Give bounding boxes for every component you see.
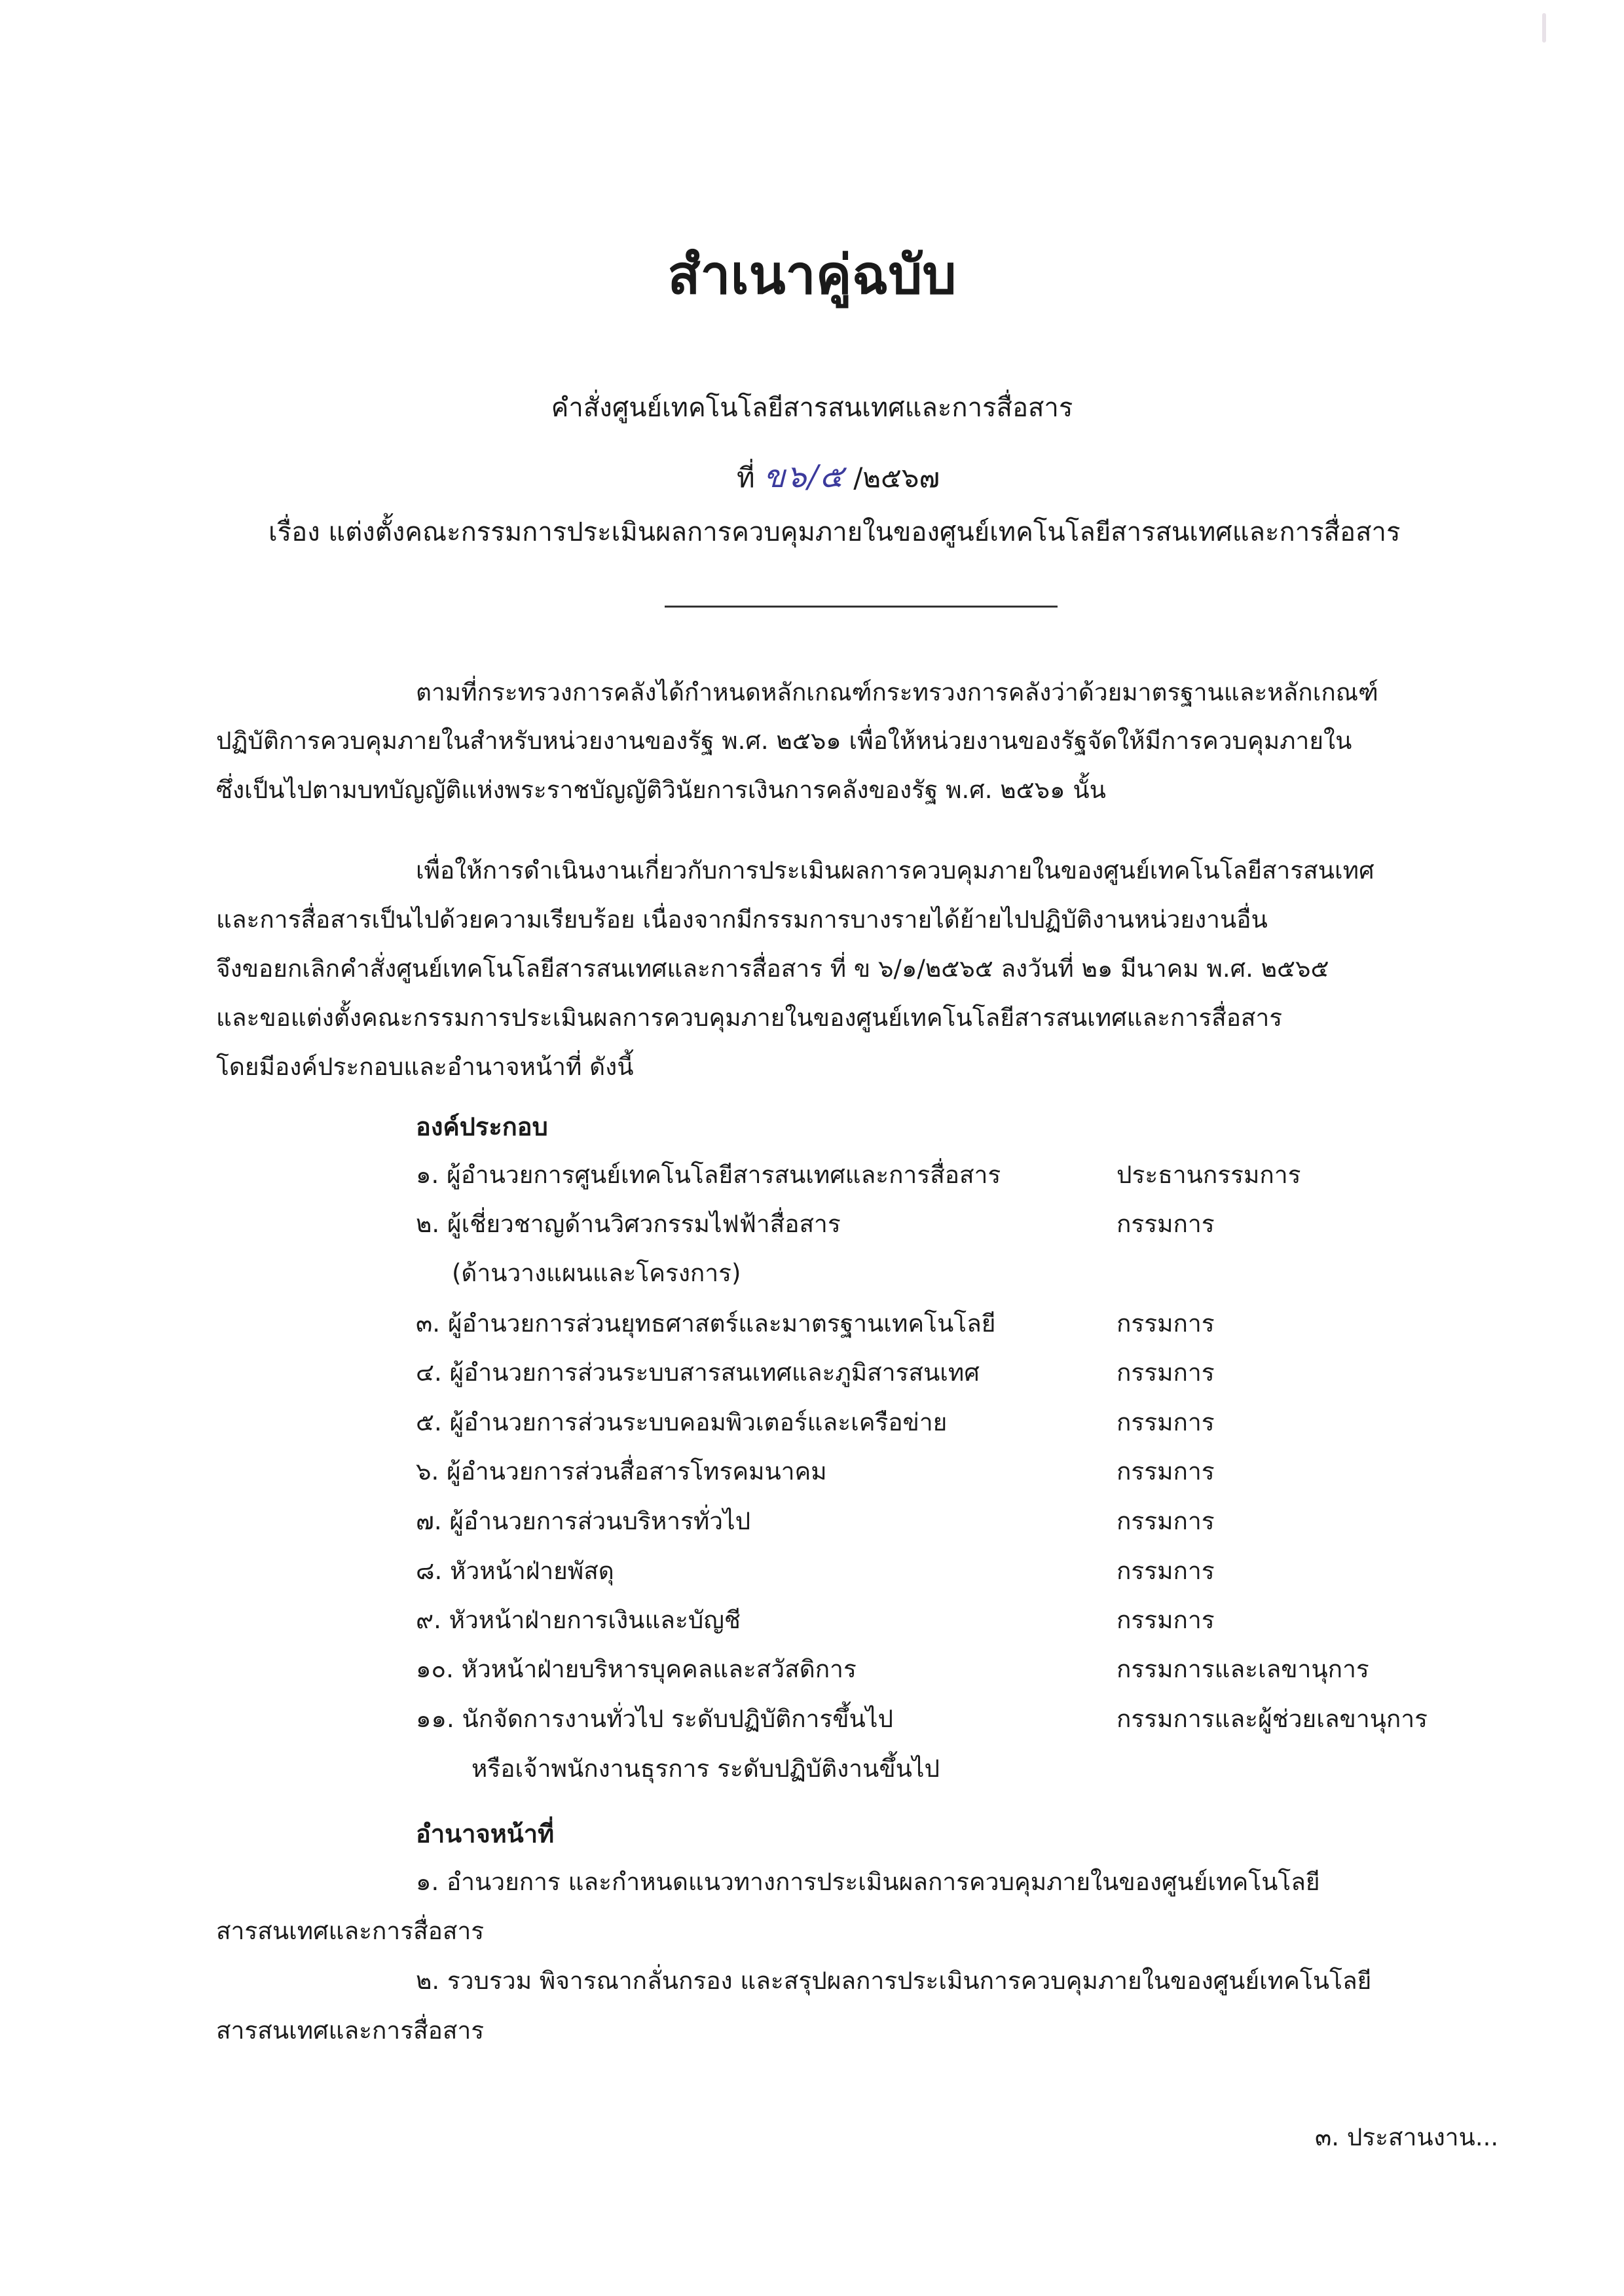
- order-number-year: /๒๕๖๗: [853, 462, 940, 494]
- composition-item-7: ๗. ผู้อำนวยการส่วนบริหารทั่วไป: [416, 1507, 751, 1535]
- paragraph-2-line-2: และการสื่อสารเป็นไปด้วยความเรียบร้อย เนื่องจากมีกรรมการบางรายได้ย้ายไปปฏิบัติงานหน่วยงานอื่น: [216, 905, 1268, 934]
- composition-item-10: ๑๐. หัวหน้าฝ่ายบริหารบุคคลและสวัสดิการ: [416, 1655, 857, 1683]
- paragraph-1-line-3: ซึ่งเป็นไปตามบทบัญญัติแห่งพระราชบัญญัติวินัยการเงินการคลังของรัฐ พ.ศ. ๒๕๖๑ นั้น: [216, 776, 1106, 804]
- composition-item-11-cont: หรือเจ้าพนักงานธุรการ ระดับปฏิบัติงานขึ้นไป: [471, 1755, 940, 1783]
- scan-mark: [1542, 13, 1546, 43]
- composition-item-6: ๖. ผู้อำนวยการส่วนสื่อสารโทรคมนาคม: [416, 1457, 827, 1485]
- page-continuation: ๓. ประสานงาน...: [1315, 2123, 1499, 2151]
- paragraph-1-line-1: ตามที่กระทรวงการคลังได้กำหนดหลักเกณฑ์กระทรวงการคลังว่าด้วยมาตรฐานและหลักเกณฑ์: [416, 678, 1378, 706]
- composition-role-10: กรรมการและเลขานุการ: [1116, 1655, 1369, 1683]
- order-number: [737, 452, 940, 501]
- composition-role-11: กรรมการและผู้ช่วยเลขานุการ: [1116, 1705, 1428, 1733]
- composition-role-4: กรรมการ: [1116, 1358, 1215, 1387]
- composition-role-7: กรรมการ: [1116, 1507, 1215, 1535]
- order-number-prefix: ที่: [737, 462, 755, 494]
- composition-heading: องค์ประกอบ: [416, 1112, 548, 1141]
- paragraph-2-line-5: โดยมีองค์ประกอบและอำนาจหน้าที่ ดังนี้: [216, 1053, 634, 1081]
- paragraph-2-line-3: จึงขอยกเลิกคำสั่งศูนย์เทคโนโลยีสารสนเทศและการสื่อสาร ที่ ข ๖/๑/๒๕๖๕ ลงวันที่ ๒๑ มีนาคม พ.ศ. ๒๕๖๕: [216, 955, 1329, 983]
- composition-item-11: ๑๑. นักจัดการงานทั่วไป ระดับปฏิบัติการขึ้นไป: [416, 1705, 893, 1733]
- title-divider: [665, 606, 1058, 608]
- paragraph-2-line-1: เพื่อให้การดำเนินงานเกี่ยวกับการประเมินผลการควบคุมภายในของศูนย์เทคโนโลยีสารสนเทศ: [416, 856, 1375, 884]
- paragraph-1-line-2: ปฏิบัติการควบคุมภายในสำหรับหน่วยงานของรัฐ พ.ศ. ๒๕๖๑ เพื่อให้หน่วยงานของรัฐจัดให้มีการควบคุมภายใน: [216, 727, 1352, 755]
- composition-role-1: ประธานกรรมการ: [1116, 1161, 1301, 1189]
- composition-item-2-cont: (ด้านวางแผนและโครงการ): [452, 1259, 741, 1287]
- document-title: สำเนาคู่ฉบับ: [667, 244, 957, 306]
- composition-role-9: กรรมการ: [1116, 1606, 1215, 1634]
- composition-item-1: ๑. ผู้อำนวยการศูนย์เทคโนโลยีสารสนเทศและการสื่อสาร: [416, 1161, 1001, 1189]
- paragraph-2-line-4: และขอแต่งตั้งคณะกรรมการประเมินผลการควบคุมภายในของศูนย์เทคโนโลยีสารสนเทศและการสื่อสาร: [216, 1004, 1283, 1032]
- order-number-handwritten: ข๖/๕: [764, 458, 845, 495]
- duties-heading: อำนาจหน้าที่: [416, 1819, 555, 1848]
- composition-item-8: ๘. หัวหน้าฝ่ายพัสดุ: [416, 1557, 614, 1585]
- composition-role-6: กรรมการ: [1116, 1457, 1215, 1485]
- duty-2-line-2: สารสนเทศและการสื่อสาร: [216, 2016, 485, 2045]
- composition-item-5: ๕. ผู้อำนวยการส่วนระบบคอมพิวเตอร์และเครือข่าย: [416, 1408, 948, 1436]
- composition-item-2: ๒. ผู้เชี่ยวชาญด้านวิศวกรรมไฟฟ้าสื่อสาร: [416, 1210, 841, 1238]
- order-title: คำสั่งศูนย์เทคโนโลยีสารสนเทศและการสื่อสาร: [551, 393, 1073, 423]
- duty-1-line-1: ๑. อำนวยการ และกำหนดแนวทางการประเมินผลการควบคุมภายในของศูนย์เทคโนโลยี: [416, 1868, 1320, 1896]
- composition-item-9: ๙. หัวหน้าฝ่ายการเงินและบัญชี: [416, 1606, 741, 1634]
- duty-2-line-1: ๒. รวบรวม พิจารณากลั่นกรอง และสรุปผลการประเมินการควบคุมภายในของศูนย์เทคโนโลยี: [416, 1967, 1372, 1995]
- composition-role-2: กรรมการ: [1116, 1210, 1215, 1238]
- duty-1-line-2: สารสนเทศและการสื่อสาร: [216, 1917, 485, 1945]
- order-subject: เรื่อง แต่งตั้งคณะกรรมการประเมินผลการควบคุมภายในของศูนย์เทคโนโลยีสารสนเทศและการสื่อสาร: [268, 517, 1401, 547]
- composition-item-3: ๓. ผู้อำนวยการส่วนยุทธศาสตร์และมาตรฐานเทคโนโลยี: [416, 1309, 996, 1338]
- composition-item-4: ๔. ผู้อำนวยการส่วนระบบสารสนเทศและภูมิสารสนเทศ: [416, 1358, 980, 1387]
- composition-role-3: กรรมการ: [1116, 1309, 1215, 1338]
- composition-role-8: กรรมการ: [1116, 1557, 1215, 1585]
- composition-role-5: กรรมการ: [1116, 1408, 1215, 1436]
